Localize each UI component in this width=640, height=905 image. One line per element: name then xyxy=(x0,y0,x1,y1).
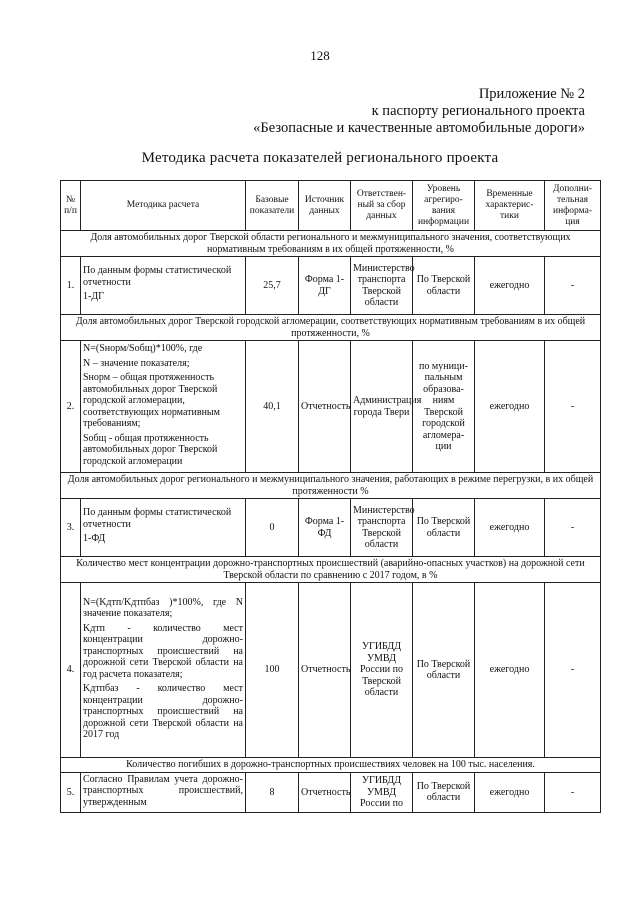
appendix-heading xyxy=(253,86,585,137)
row-num: 4. xyxy=(61,583,81,758)
section-title-row xyxy=(61,758,601,773)
row-responsible: Министерство транспорта Тверской области xyxy=(351,499,413,557)
row-extra: - xyxy=(545,583,601,758)
row-method xyxy=(81,583,246,758)
header-num: № п/п xyxy=(61,181,81,231)
row-num: 1. xyxy=(61,257,81,315)
header-extra: Дополни-тельная информа-ция xyxy=(545,181,601,231)
section-title-row xyxy=(61,231,601,257)
row-num: 2. xyxy=(61,341,81,473)
row-responsible: Администрация города Твери xyxy=(351,341,413,473)
row-num: 5. xyxy=(61,772,81,813)
appendix-line-1: Приложение № 2 xyxy=(478,86,585,102)
row-method xyxy=(81,499,246,557)
row-extra: - xyxy=(545,341,601,473)
row-method xyxy=(81,257,246,315)
method-line: Kдтпбаз - количество мест концентрации дорожно-транспортных происшествий на дорожной сети Тверской области на 2017 год xyxy=(83,683,243,740)
methodology-table xyxy=(60,180,601,813)
section-title-row xyxy=(61,473,601,499)
row-base: 0 xyxy=(246,499,299,557)
method-line: 1-ДГ xyxy=(83,291,104,303)
method-line: Sобщ - общая протяженность автомобильных дорог Тверской городской агломерации xyxy=(83,432,218,467)
row-responsible: УГИБДД УМВД России по xyxy=(351,772,413,813)
row-time: ежегодно xyxy=(475,499,545,557)
method-line: По данным формы статистической отчетности xyxy=(83,265,232,288)
row-source: Отчетность xyxy=(299,583,351,758)
page-number: 128 xyxy=(310,48,330,63)
row-level: По Тверской области xyxy=(413,583,475,758)
header-time: Временные характерис-тики xyxy=(475,181,545,231)
row-source: Форма 1-ФД xyxy=(299,499,351,557)
row-extra: - xyxy=(545,772,601,813)
method-line: Sнорм – общая протяженность автомобильных дорог Тверской городской агломерации, соответствующих нормативным требованиям; xyxy=(83,372,220,429)
method-line: N=(Kдтп/Kдтпбаз )*100%, где N значение показателя; xyxy=(83,596,243,619)
method-line: N – значение показателя; xyxy=(83,357,190,369)
section-title: Количество погибших в дорожно-транспортных происшествиях человек на 100 тыс. населения. xyxy=(61,758,601,773)
row-responsible: Министерство транспорта Тверской области xyxy=(351,257,413,315)
table-row xyxy=(61,341,601,473)
header-responsible: Ответствен-ный за сбор данных xyxy=(351,181,413,231)
appendix-line-3: «Безопасные и качественные автомобильные дороги» xyxy=(253,120,585,136)
row-method xyxy=(81,341,246,473)
section-title-row xyxy=(61,557,601,583)
method-line: По данным формы статистической отчетности xyxy=(83,507,232,530)
header-source: Источник данных xyxy=(299,181,351,231)
row-time: ежегодно xyxy=(475,341,545,473)
row-source: Отчетность xyxy=(299,341,351,473)
section-title: Доля автомобильных дорог Тверской городской агломерации, соответствующих нормативным требованиям в их общей протяженности, % xyxy=(61,315,601,341)
header-base: Базовые показатели xyxy=(246,181,299,231)
method-line: 1-ФД xyxy=(83,533,106,545)
header-method: Методика расчета xyxy=(81,181,246,231)
row-extra: - xyxy=(545,257,601,315)
table-header-row xyxy=(61,181,601,231)
row-source: Отчетность xyxy=(299,772,351,813)
row-level: по муници-пальным образова-ниям Тверской городской агломера-ции xyxy=(413,341,475,473)
row-extra: - xyxy=(545,499,601,557)
row-num: 3. xyxy=(61,499,81,557)
row-time: ежегодно xyxy=(475,772,545,813)
row-source: Форма 1-ДГ xyxy=(299,257,351,315)
document-title: Методика расчета показателей регионального проекта xyxy=(141,150,499,166)
section-title: Доля автомобильных дорог регионального и межмуниципального значения, работающих в режиме перегрузки, в их общей протяженности % xyxy=(61,473,601,499)
row-base: 25,7 xyxy=(246,257,299,315)
row-base: 100 xyxy=(246,583,299,758)
section-title: Количество мест концентрации дорожно-транспортных происшествий (аварийно-опасных участков) на дорожной сети Тверской области по сравнению с 2017 годом, в % xyxy=(61,557,601,583)
row-level: По Тверской области xyxy=(413,257,475,315)
row-method xyxy=(81,772,246,813)
row-time: ежегодно xyxy=(475,257,545,315)
table-row xyxy=(61,499,601,557)
table-row xyxy=(61,772,601,813)
method-line: N=(Sнорм/Sобщ)*100%, где xyxy=(83,343,203,354)
row-level: По Тверской области xyxy=(413,499,475,557)
method-line: Согласно Правилам учета дорожно-транспортных происшествий, утвержденным xyxy=(83,773,243,808)
row-base: 8 xyxy=(246,772,299,813)
method-line: Kдтп - количество мест концентрации дорожно-транспортных происшествий на дорожной сети Тверской области на год расчета показателя; xyxy=(83,622,243,680)
appendix-line-2: к паспорту регионального проекта xyxy=(371,103,585,119)
row-level: По Тверской области xyxy=(413,772,475,813)
section-title: Доля автомобильных дорог Тверской области регионального и межмуниципального значения, соответствующих нормативным требованиям в их общей протяженности, % xyxy=(61,231,601,257)
section-title-row xyxy=(61,315,601,341)
table-row xyxy=(61,583,601,758)
row-time: ежегодно xyxy=(475,583,545,758)
table-row xyxy=(61,257,601,315)
row-responsible: УГИБДД УМВД России по Тверской области xyxy=(351,583,413,758)
header-level: Уровень агрегиро-вания информации xyxy=(413,181,475,231)
row-base: 40,1 xyxy=(246,341,299,473)
